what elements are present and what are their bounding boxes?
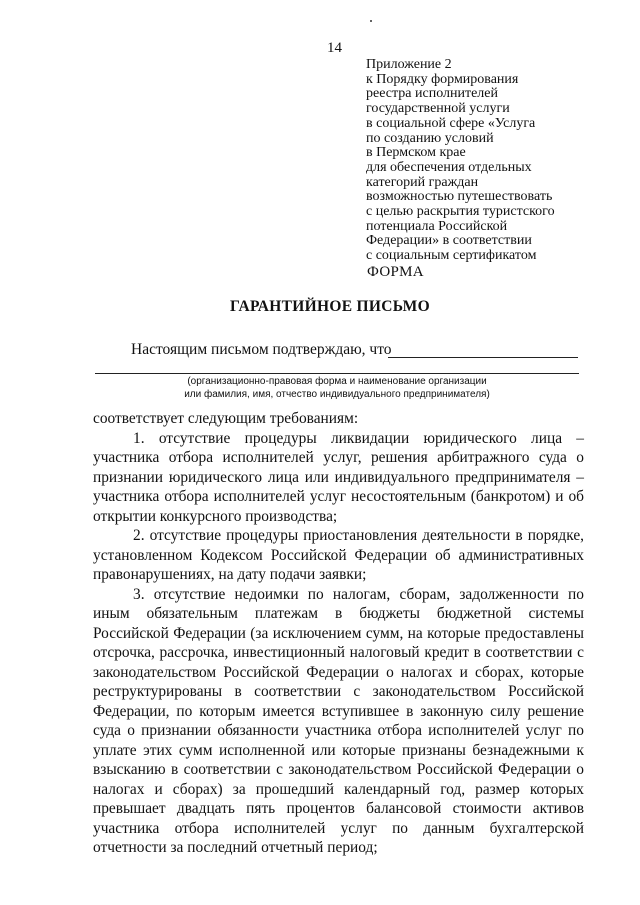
form-label: ФОРМА [367, 264, 424, 280]
scan-dot-mark [370, 20, 372, 22]
appendix-line: с социальным сертификатом [366, 248, 537, 264]
document-title: ГАРАНТИЙНОЕ ПИСЬМО [230, 298, 430, 315]
appendix-line: в социальной сфере «Услуга [366, 115, 536, 131]
requirement-item: 1. отсутствие процедуры ликвидации юридического лица – участника отбора исполнителей услуг, решения арбитражного суда о признании юридического лица или индивидуального предпринимателя – участника отбора исполнителей услуг несостоятельным (банкротом) и об открытии конкурсного производства; [93, 429, 584, 525]
organization-name-blank[interactable] [388, 357, 578, 358]
appendix-line: категорий граждан [366, 174, 479, 190]
appendix-line: Федерации» в соответствии [366, 233, 532, 249]
appendix-line: к Порядку формирования [366, 71, 519, 87]
field-caption [95, 376, 579, 401]
requirement-item: 2. отсутствие процедуры приостановления деятельности в порядке, установленном Кодексом Российской Федерации об административных правонарушениях, на дату подачи заявки; [93, 527, 584, 583]
field-caption-line: или фамилия, имя, отчество индивидуального предпринимателя) [184, 388, 490, 400]
appendix-line: возможностью путешествовать [366, 189, 553, 205]
appendix-line: реестра исполнителей [366, 86, 499, 102]
organization-name-blank-line2[interactable] [95, 373, 579, 374]
appendix-line: в Пермском крае [366, 145, 466, 161]
appendix-line: для обеспечения отдельных [366, 159, 532, 175]
appendix-line: государственной услуги [366, 101, 510, 117]
page-number: 14 [327, 40, 342, 56]
appendix-line: потенциала Российской [366, 218, 508, 234]
appendix-block [366, 58, 626, 264]
appendix-line: с целью раскрытия туристского [366, 204, 555, 220]
appendix-line: по созданию условий [366, 130, 494, 146]
field-caption-line: (организационно-правовая форма и наименование организации [187, 376, 487, 387]
appendix-line: Приложение 2 [366, 57, 452, 72]
confirmation-text: Настоящим письмом подтверждаю, что [131, 341, 392, 358]
requirements-intro: соответствует следующим требованиям: [93, 410, 359, 427]
requirements-body [93, 409, 584, 858]
requirement-item: 3. отсутствие недоимки по налогам, сборам, задолженности по иным обязательным платежам в бюджеты бюджетной системы Российской Федерации (за исключением сумм, на которые предоставлены отсрочка, рассрочка, инвестиционный налоговый кредит в соответствии с законодательством Российской Федерации о налогах и сборах, которые реструктурированы в соответствии с законодательством Российской Федерации, по которым имеется вступившее в законную силу решение суда о признании обязанности участника отбора исполнителей услуг по уплате этих сумм исполненной или которые признаны безнадежными к взысканию в соответствии с законодательством Российской Федерации о налогах и сборах) за прошедший календарный год, размер которых превышает двадцать пять процентов балансовой стоимости активов участника отбора исполнителей услуг по данным бухгалтерской отчетности за последний отчетный период; [93, 585, 584, 856]
